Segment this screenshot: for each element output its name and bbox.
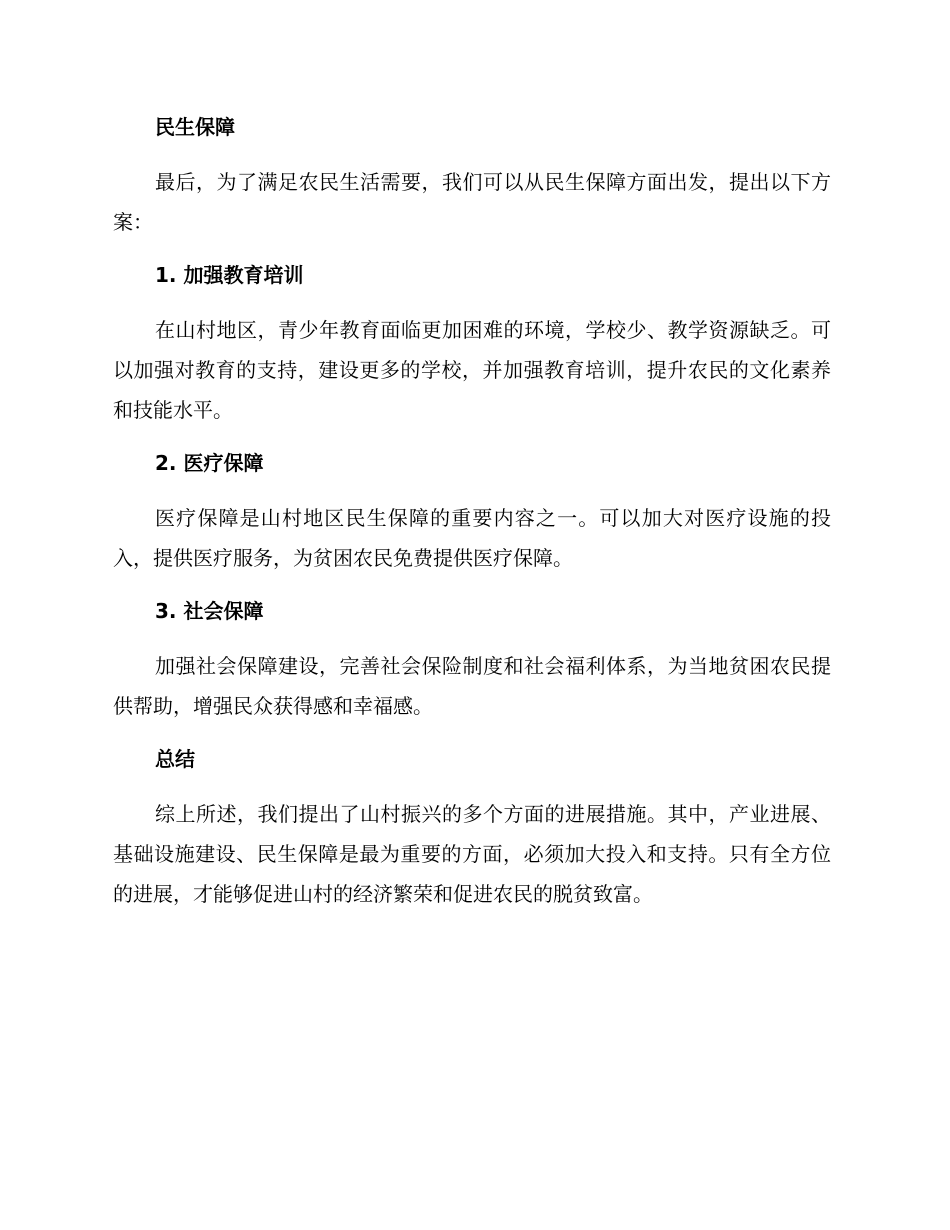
spacer — [113, 242, 831, 256]
spacer — [113, 578, 831, 592]
section-heading-medical: 2. 医疗保障 — [155, 451, 264, 475]
section-paragraph-summary: 综上所述，我们提出了山村振兴的多个方面的进展措施。其中，产业进展、基础设施建设、民生保障是最为重要的方面，必须加大投入和支持。只有全方位的进展，才能够促进山村的经济繁荣和促进农民的脱贫致富。 — [113, 802, 831, 906]
section-heading-social: 3. 社会保障 — [155, 599, 264, 623]
section-heading-education: 1. 加强教育培训 — [155, 263, 304, 287]
spacer — [113, 778, 831, 794]
section-paragraph-education: 在山村地区，青少年教育面临更加困难的环境，学校少、教学资源缺乏。可以加强对教育的支持，建设更多的学校，并加强教育培训，提升农民的文化素养和技能水平。 — [113, 318, 831, 422]
spacer — [113, 294, 831, 310]
spacer — [113, 482, 831, 498]
document-body — [113, 108, 831, 914]
section-paragraph-medical: 医疗保障是山村地区民生保障的重要内容之一。可以加大对医疗设施的投入，提供医疗服务，为贫困农民免费提供医疗保障。 — [113, 506, 831, 570]
spacer — [113, 726, 831, 740]
spacer — [113, 630, 831, 646]
section-paragraph-social: 加强社会保障建设，完善社会保险制度和社会福利体系，为当地贫困农民提供帮助，增强民众获得感和幸福感。 — [113, 654, 831, 718]
spacer — [113, 146, 831, 162]
section-paragraph-livelihood: 最后，为了满足农民生活需要，我们可以从民生保障方面出发，提出以下方案： — [113, 170, 831, 234]
section-heading-livelihood: 民生保障 — [155, 115, 235, 139]
section-heading-summary: 总结 — [155, 747, 195, 771]
spacer — [113, 430, 831, 444]
